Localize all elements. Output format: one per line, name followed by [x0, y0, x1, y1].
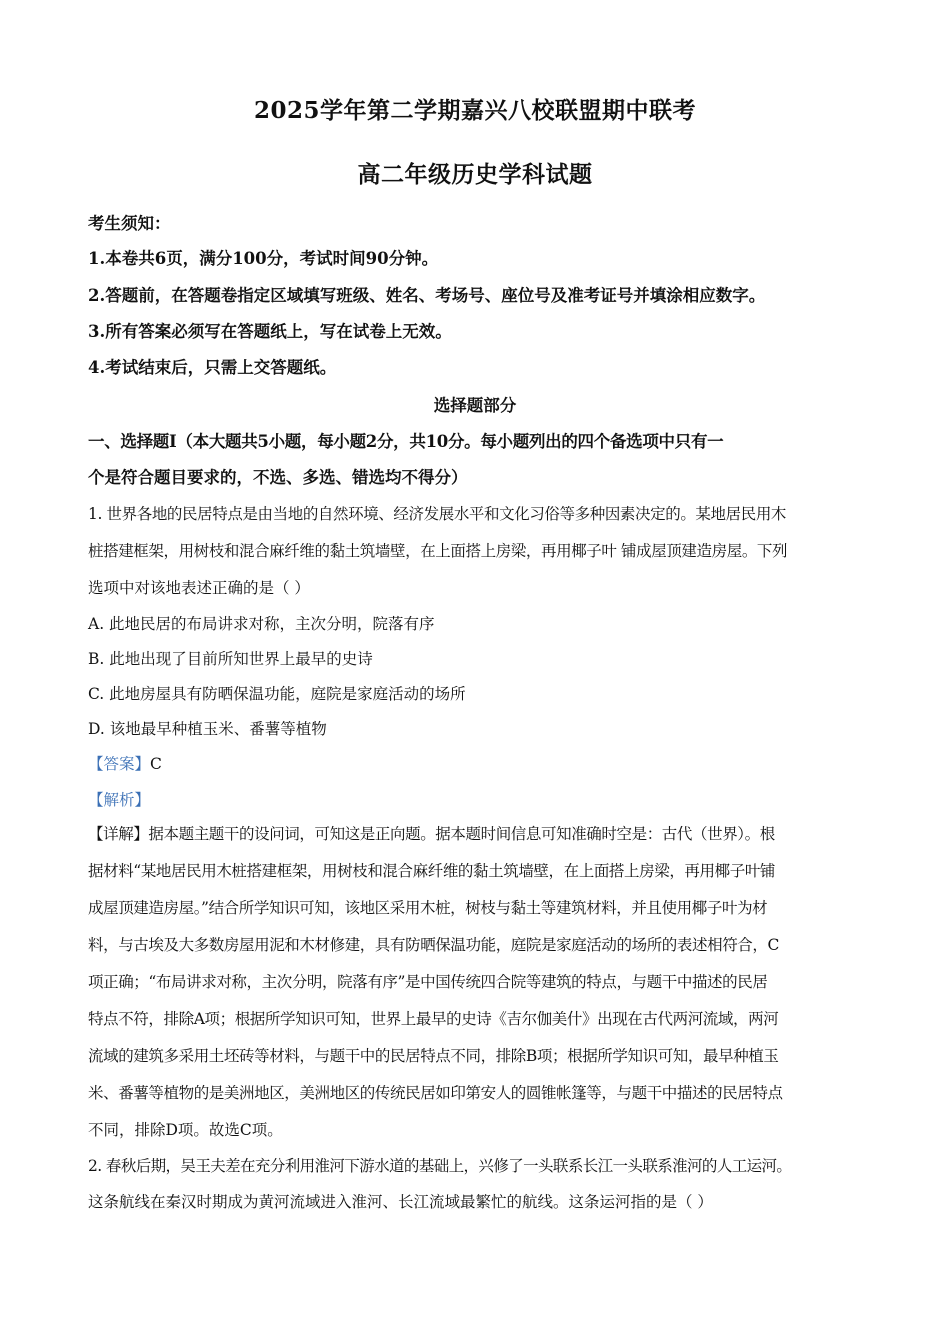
answer-tag: 【答案】: [88, 755, 151, 773]
detail-first: 据本题主题干的设问词，可知这是正向题。据本题时间信息可知准确时空是：古代（世界）。根: [148, 825, 775, 843]
q1-option-c: C. 此地房屋具有防晒保温功能，庭院是家庭活动的场所: [88, 685, 466, 703]
notice-item-1: 1.本卷共6页，满分100分，考试时间90分钟。: [88, 249, 439, 268]
q1-detail-line-4: 料，与古埃及大多数房屋用泥和木材修建，具有防晒保温功能，庭院是家庭活动的场所的表述相符合，C: [88, 936, 779, 954]
exam-subtitle: 高二年级历史学科试题: [357, 161, 593, 188]
detail-tag: 【详解】: [88, 825, 149, 843]
q1-detail-line-1: [88, 822, 868, 844]
section-instruction-2: 个是符合题目要求的，不选、多选、错选均不得分）: [88, 468, 468, 487]
section-title: 选择题部分: [433, 396, 517, 415]
q2-stem-line-2: 这条航线在秦汉时期成为黄河流域进入淮河、长江流域最繁忙的航线。这条运河指的是（ ）: [88, 1193, 713, 1211]
analysis-tag: 【解析】: [88, 791, 151, 809]
q1-answer: [88, 752, 868, 774]
q1-detail-line-9: 不同，排除D项。故选C项。: [88, 1121, 283, 1139]
q1-detail-line-3: 成屋顶建造房屋。”结合所学知识可知，该地区采用木桩，树枝与黏土等建筑材料，并且使用椰子叶为材: [88, 899, 768, 917]
q1-option-b: B. 此地出现了目前所知世界上最早的史诗: [88, 650, 373, 668]
q1-detail-line-8: 米、番薯等植物的是美洲地区，美洲地区的传统民居如印第安人的圆锥帐篷等，与题干中描述的民居特点: [88, 1084, 783, 1102]
q1-option-a: A. 此地民居的布局讲求对称，主次分明，院落有序: [88, 615, 435, 633]
notice-heading: 考生须知：: [88, 214, 171, 233]
q1-detail-line-6: 特点不符，排除A项；根据所学知识可知，世界上最早的史诗《吉尔伽美什》出现在古代两河流域，两河: [88, 1010, 779, 1028]
q1-stem-line-1: 1. 世界各地的民居特点是由当地的自然环境、经济发展水平和文化习俗等多种因素决定的。某地居民用木: [88, 505, 787, 523]
q1-option-d: D. 该地最早种植玉米、番薯等植物: [88, 720, 327, 738]
q1-detail-line-7: 流域的建筑多采用土坯砖等材料，与题干中的民居特点不同，排除B项；根据所学知识可知，最早种植玉: [88, 1047, 779, 1065]
notice-item-3: 3.所有答案必须写在答题纸上，写在试卷上无效。: [88, 322, 452, 341]
notice-item-2: 2.答题前，在答题卷指定区域填写班级、姓名、考场号、座位号及准考证号并填涂相应数字。: [88, 286, 766, 305]
q2-stem-line-1: 2. 春秋后期，吴王夫差在充分利用淮河下游水道的基础上，兴修了一头联系长江一头联系淮河的人工运河。: [88, 1157, 792, 1175]
q1-detail-line-5: 项正确；“布局讲求对称，主次分明，院落有序”是中国传统四合院等建筑的特点，与题干中描述的民居: [88, 973, 768, 991]
q1-stem-line-2: 桩搭建框架，用树枝和混合麻纤维的黏土筑墙壁，在上面搭上房梁，再用椰子叶 铺成屋顶建造房屋。下列: [88, 542, 788, 560]
q1-stem-line-3: 选项中对该地表述正确的是（ ）: [88, 579, 310, 597]
q1-analysis-tag: [88, 788, 868, 810]
answer-value: C: [150, 755, 162, 773]
notice-item-4: 4.考试结束后，只需上交答题纸。: [88, 358, 337, 377]
section-instruction-1: 一、选择题Ⅰ（本大题共5小题，每小题2分，共10分。每小题列出的四个备选项中只有一: [88, 432, 724, 451]
q1-detail-line-2: 据材料“某地居民用木桩搭建框架，用树枝和混合麻纤维的黏土筑墙壁，在上面搭上房梁，再用椰子叶铺: [88, 862, 776, 880]
exam-title: 2025学年第二学期嘉兴八校联盟期中联考: [253, 97, 696, 124]
